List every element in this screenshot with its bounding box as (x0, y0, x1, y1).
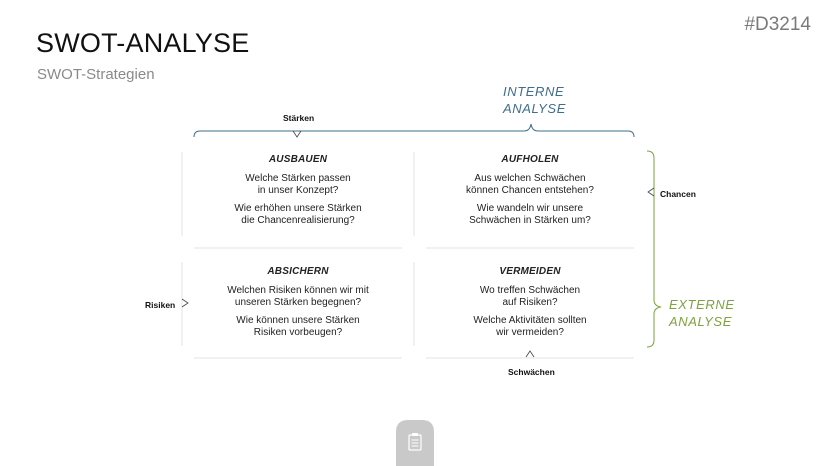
cell-question-1 (188, 173, 408, 197)
risiken-label: Risiken (145, 300, 176, 310)
question-line: wir vermeiden? (496, 327, 564, 338)
interne-analyse-label (503, 83, 566, 117)
question-line: Welche Aktivitäten sollten (473, 315, 587, 326)
chancen-marker (648, 188, 654, 196)
question-line: die Chancenrealisierung? (241, 215, 355, 226)
cell-vermeiden (420, 266, 640, 345)
question-line: Wie können unsere Stärken (236, 315, 360, 326)
question-line: Welchen Risiken können wir mit (227, 285, 369, 296)
cell-question-2 (188, 315, 408, 339)
interne-line1: INTERNE (503, 84, 565, 99)
cell-title: VERMEIDEN (499, 266, 561, 277)
externe-line1: EXTERNE (669, 297, 735, 312)
question-line: Schwächen in Stärken um? (469, 215, 591, 226)
question-line: Aus welchen Schwächen (474, 173, 586, 184)
document-code: #D3214 (744, 14, 811, 35)
cell-question-2 (420, 315, 640, 339)
interne-brace (194, 124, 634, 137)
schwaechen-marker (526, 351, 534, 357)
question-line: unseren Stärken begegnen? (234, 297, 362, 308)
cell-question-2 (188, 203, 408, 227)
question-line: Wie wandeln wir unsere (476, 203, 584, 214)
page-title: SWOT-ANALYSE (36, 28, 250, 58)
question-line: können Chancen entstehen? (466, 185, 594, 196)
cell-question-1 (188, 285, 408, 309)
cell-title: AUFHOLEN (501, 154, 559, 165)
cell-title: AUSBAUEN (268, 154, 328, 165)
externe-line2: ANALYSE (669, 314, 732, 329)
cell-aufholen (420, 154, 640, 233)
chancen-label: Chancen (660, 189, 696, 199)
cell-question-1 (420, 173, 640, 197)
page-subtitle: SWOT-Strategien (37, 66, 155, 83)
cell-ausbauen (188, 154, 408, 233)
clipboard-icon[interactable] (396, 420, 434, 466)
question-line: in unser Konzept? (257, 185, 339, 196)
question-line: auf Risiken? (502, 297, 558, 308)
staerken-marker (293, 131, 301, 137)
cell-absichern (188, 266, 408, 345)
externe-analyse-label (669, 296, 735, 330)
question-line: Wie erhöhen unsere Stärken (234, 203, 362, 214)
externe-brace (647, 151, 661, 347)
schwaechen-label: Schwächen (508, 367, 555, 377)
cell-question-2 (420, 203, 640, 227)
staerken-label: Stärken (283, 113, 315, 123)
question-line: Welche Stärken passen (245, 173, 351, 184)
question-line: Wo treffen Schwächen (479, 285, 581, 296)
cell-question-1 (420, 285, 640, 309)
cell-title: ABSICHERN (267, 266, 329, 277)
interne-line2: ANALYSE (503, 101, 566, 116)
question-line: Risiken vorbeugen? (253, 327, 343, 338)
